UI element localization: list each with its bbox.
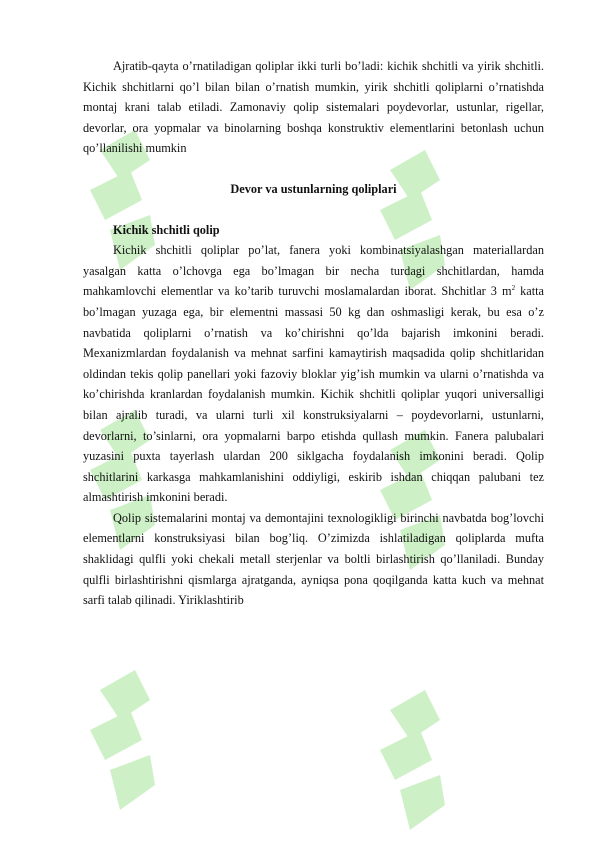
superscript: 2 (511, 284, 516, 293)
section-heading: Devor va ustunlarning qoliplari (230, 181, 397, 196)
watermark-logo-icon (370, 680, 460, 840)
paragraph-text-b: katta bo’lmagan yuzaga ega, bir elementni massasi 50 kg dan oshmasligi kerak, bu esa o’z navbatida qoliplarni o’rnatish va ko’chirishni qo’lda bajarish imkonini beradi. Mexanizmlardan foydalanish va mehnat sarfini kamaytirish maqsadida qolip shchitlaridan oldindan tekis qolip panellari yoki fazoviy bloklar yig’ish mumkin va ularni o’rnatishda va ko’chirishda kranlardan foydalanish mumkin. Kichik shchitli qoliplar yuqori universalligi bilan ajralib turadi, va ularni turli xil konstruksiyalarni – poydevorlarni, ustunlarni, devorlarni, to’sinlarni, ora yopmalarni barpo etishda qullash mumkin. Fanera palubalari yuzasini puxta tayerlash ulardan 200 siklgacha foydalanish imkonini beradi. Qolip shchitlarini karkasga mahkamlanishini oddiyligi, eskirib ishdan chiqqan palubani tez almashtirish imkonini beradi. (83, 284, 544, 505)
watermark-logo-icon (80, 660, 170, 820)
document-body (83, 56, 544, 611)
subheading: Kichik shchitli qolip (113, 222, 220, 237)
paragraph-intro: Ajratib-qayta o’rnatiladigan qoliplar ikki turli bo’ladi: kichik shchitli va yirik shchitli. Kichik shchitlarni qo’l bilan bilan o’rnatish mumkin, yirik shchitli qoliplarni o’rnatishda montaj krani talab etiladi. Zamonaviy qolip sistemalari poydevorlar, ustunlar, rigellar, devorlar, ora yopmalar va binolarning boshqa konstruktiv elementlarini betonlash uchun qo’llanilishi mumkin (83, 59, 544, 156)
paragraph-assembly: Qolip sistemalarini montaj va demontajini texnologikligi birinchi navbatda bog’lovchi elementlarni konstruksiyasi bilan bog’liq. O’zimizda ishlatiladigan qoliplarda mufta shaklidagi qulfli yoki chekali metall sterjenlar va boltli birlashtirish qo’llaniladi. Bunday qulfli birlashtirishni qismlarga ajratganda, ayniqsa pona qoqilganda katta kuch va mehnat sarfi talab qilinadi. Yiriklashtirib (83, 510, 544, 608)
paragraph-small-panel (83, 240, 544, 508)
paragraph-text-a: Kichik shchitli qoliplar po’lat, fanera yoki kombinatsiyalashgan materiallardan yasalgan katta o’lchovga ega bo’lmagan bir necha turdagi shchitlardan, hamda mahkamlovchi elementlar va ko’tarib turuvchi moslamalardan iborat. Shchitlar 3 m (83, 243, 544, 299)
